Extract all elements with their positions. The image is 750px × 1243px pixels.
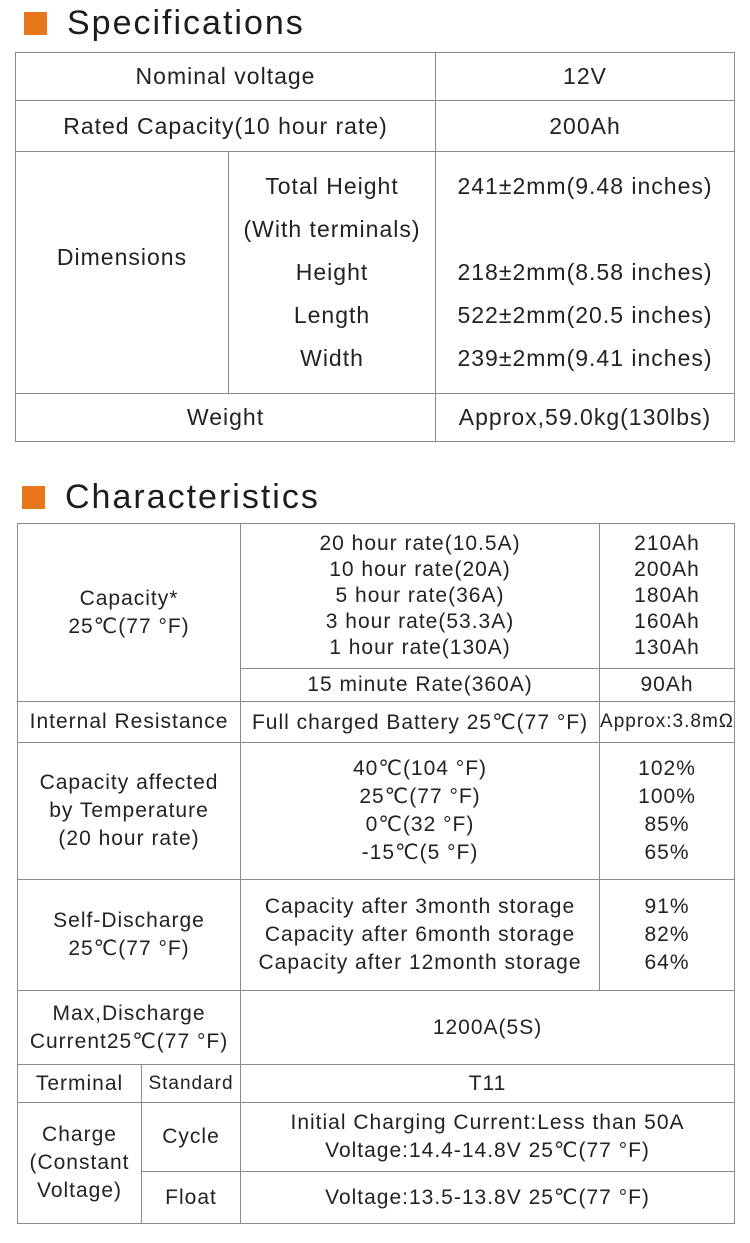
characteristics-table [17, 523, 735, 1224]
rate-label-5h: 5 hour rate(36A) [335, 584, 505, 607]
charge-cycle-row [18, 1103, 735, 1172]
nominal-voltage-value: 12V [436, 53, 735, 101]
cycle-initial-current: Initial Charging Current:Less than 50A [290, 1111, 685, 1134]
minute-rate-label: 15 minute Rate(360A) [241, 669, 600, 702]
storage-value-6month: 82% [644, 923, 690, 946]
weight-label: Weight [16, 394, 436, 442]
storage-value-3month: 91% [644, 895, 690, 918]
dimensions-label: Dimensions [16, 152, 229, 394]
dim-label-height: Height [295, 259, 369, 285]
dim-value-width: 239±2mm(9.41 inches) [457, 345, 713, 371]
nominal-voltage-label: Nominal voltage [16, 53, 436, 101]
specifications-table [15, 52, 735, 442]
temperature-label-line1: Capacity affected [39, 771, 219, 794]
dim-label-length: Length [293, 302, 371, 328]
max-discharge-row [18, 991, 735, 1065]
orange-square-icon [22, 486, 45, 509]
spec-row-weight [16, 394, 735, 442]
dim-label-width: Width [300, 345, 364, 371]
temperature-label-line3: (20 hour rate) [58, 827, 200, 850]
capacity-values-cell [600, 524, 735, 669]
storage-value-12month: 64% [644, 951, 690, 974]
specifications-heading [24, 4, 305, 43]
dim-value-height: 218±2mm(8.58 inches) [457, 259, 713, 285]
rated-capacity-value: 200Ah [436, 101, 735, 152]
minute-rate-value: 90Ah [600, 669, 735, 702]
self-discharge-temp-label: 25℃(77 °F) [68, 937, 190, 960]
capacity-rates-row [18, 524, 735, 669]
rate-value-20h: 210Ah [634, 532, 700, 555]
dim-value-spacer [436, 208, 734, 251]
internal-resistance-label: Internal Resistance [18, 702, 241, 743]
dim-label-with-terminals: (With terminals) [243, 216, 421, 242]
self-discharge-label: Self-Discharge [53, 909, 205, 932]
self-discharge-label-cell [18, 880, 241, 991]
rate-value-3h: 160Ah [634, 610, 700, 633]
cycle-voltage: Voltage:14.4-14.8V 25℃(77 °F) [325, 1139, 650, 1162]
self-discharge-row [18, 880, 735, 991]
temp-value-25: 100% [638, 785, 696, 808]
temperature-conditions-cell [241, 743, 600, 880]
self-discharge-conditions-cell [241, 880, 600, 991]
characteristics-heading [22, 478, 320, 517]
capacity-label-cell [18, 524, 241, 702]
cycle-label: Cycle [142, 1103, 241, 1172]
dim-label-total-height: Total Height [265, 173, 399, 199]
specifications-title: Specifications [67, 4, 305, 42]
charge-label-line1: Charge [42, 1123, 117, 1146]
terminal-value: T11 [241, 1065, 735, 1103]
internal-resistance-condition: Full charged Battery 25℃(77 °F) [241, 702, 600, 743]
orange-square-icon [24, 12, 47, 35]
internal-resistance-value: Approx:3.8mΩ [600, 702, 735, 743]
internal-resistance-row [18, 702, 735, 743]
capacity-temp-label: 25℃(77 °F) [68, 614, 190, 638]
temp-label-0: 0℃(32 °F) [365, 813, 475, 836]
spec-row-dimensions [16, 152, 735, 394]
terminal-row [18, 1065, 735, 1103]
capacity-label: Capacity* [79, 586, 179, 610]
temperature-values-cell [600, 743, 735, 880]
temperature-label-line2: by Temperature [49, 799, 209, 822]
rate-value-1h: 130Ah [634, 636, 700, 659]
temperature-label-cell [18, 743, 241, 880]
charge-label-cell [18, 1103, 142, 1224]
charge-label-line2: (Constant [29, 1151, 130, 1174]
capacity-rates-cell [241, 524, 600, 669]
rate-label-1h: 1 hour rate(130A) [329, 636, 511, 659]
rated-capacity-label: Rated Capacity(10 hour rate) [16, 101, 436, 152]
temp-value-minus15: 65% [644, 841, 690, 864]
cycle-value-cell [241, 1103, 735, 1172]
storage-label-12month: Capacity after 12month storage [258, 951, 582, 974]
storage-label-6month: Capacity after 6month storage [264, 923, 576, 946]
rate-value-5h: 180Ah [634, 584, 700, 607]
rate-value-10h: 200Ah [634, 558, 700, 581]
temp-label-25: 25℃(77 °F) [359, 785, 481, 808]
max-discharge-label: Max,Discharge [52, 1001, 206, 1025]
terminal-sub-label: Standard [142, 1065, 241, 1103]
temperature-row [18, 743, 735, 880]
charge-label-line3: Voltage) [36, 1179, 123, 1202]
dimensions-values-cell [436, 152, 735, 394]
terminal-label: Terminal [18, 1065, 142, 1103]
spec-row-rated-capacity [16, 101, 735, 152]
storage-label-3month: Capacity after 3month storage [264, 895, 576, 918]
dim-value-total-height: 241±2mm(9.48 inches) [457, 173, 713, 199]
rate-label-3h: 3 hour rate(53.3A) [325, 610, 515, 633]
max-discharge-label-cell [18, 991, 241, 1065]
max-discharge-value: 1200A(5S) [241, 991, 735, 1065]
self-discharge-values-cell [600, 880, 735, 991]
max-discharge-current-label: Current25℃(77 °F) [29, 1029, 229, 1053]
float-voltage: Voltage:13.5-13.8V 25℃(77 °F) [241, 1172, 735, 1224]
weight-value: Approx,59.0kg(130lbs) [436, 394, 735, 442]
temp-value-40: 102% [638, 757, 696, 780]
temp-label-40: 40℃(104 °F) [353, 757, 488, 780]
float-label: Float [142, 1172, 241, 1224]
spec-row-nominal-voltage [16, 53, 735, 101]
characteristics-title: Characteristics [65, 478, 320, 516]
dim-value-length: 522±2mm(20.5 inches) [457, 302, 713, 328]
rate-label-10h: 10 hour rate(20A) [329, 558, 511, 581]
temp-value-0: 85% [644, 813, 690, 836]
dimensions-labels-cell [229, 152, 436, 394]
temp-label-minus15: -15℃(5 °F) [361, 841, 479, 864]
rate-label-20h: 20 hour rate(10.5A) [319, 532, 521, 555]
